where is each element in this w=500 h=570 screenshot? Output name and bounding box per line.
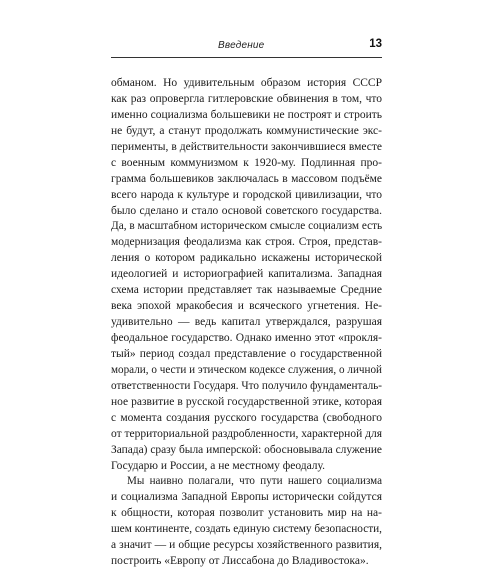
text-line: Запада) сразу была имперской: обосновывала служение	[111, 443, 382, 456]
text-line: идеологией и историографией капитализма. Западная	[111, 268, 382, 281]
text-line: с военным коммунизмом к 1920-му. Подлинная про-	[111, 156, 382, 169]
text-line: века эпохой мракобесия и всяческого угнетения. Не-	[111, 300, 382, 313]
running-head	[111, 38, 382, 54]
text-line: с момента создания русского государства (свободного	[111, 411, 382, 424]
text-line: а значит — и общие ресурсы хозяйственного развития,	[111, 539, 382, 552]
text-line: к общности, которая позволит установить мир на на-	[111, 507, 382, 520]
text-line: построить «Европу от Лиссабона до Владивостока».	[111, 555, 369, 568]
text-line: ления о котором радикально искажены исторической	[111, 252, 382, 265]
header-rule	[111, 57, 382, 58]
paragraph-first-line: Мы наивно полагали, что пути нашего социализма	[127, 475, 382, 488]
text-line: не будут, а станут продолжать коммунистические экс-	[111, 124, 382, 137]
text-line: и социализма Западной Европы исторически сойдутся	[111, 491, 382, 504]
text-line: всего народа к культуре и городской цивилизации, что	[111, 188, 382, 201]
text-line: от территориальной раздробленности, характерной для	[111, 427, 382, 440]
text-line: морали, о чести и этическом кодексе служения, о личной	[111, 363, 382, 376]
text-line: ответственности Государя. Что получило фундаменталь-	[111, 379, 382, 392]
text-line: обманом. Но удивительным образом история СССР	[111, 77, 382, 89]
text-line: феодальное государство. Однако именно этот «прокля-	[111, 332, 382, 344]
text-line: именно социализма большевики не построят и строить	[111, 108, 382, 121]
text-line: модернизация феодализма как строя. Строя, представ-	[111, 236, 382, 249]
section-title: Введение	[218, 40, 265, 51]
text-line: как раз опровергла гитлеровские обвинения в том, что	[111, 92, 382, 105]
text-line: тый» период создал представление о государственной	[111, 347, 382, 360]
text-line: Да, в масштабном историческом смысле социализм есть	[111, 220, 383, 233]
page-number: 13	[369, 38, 382, 50]
text-line: перименты, в действительности закончившиеся вместе	[111, 140, 382, 153]
body-text	[111, 76, 382, 570]
text-line: Государю и России, а не местному феодалу.	[111, 459, 326, 472]
text-line: было сделано и стало основой советского государства.	[111, 204, 382, 217]
text-line: шем континенте, создать единую систему безопасности,	[111, 523, 382, 536]
text-line: грамма большевиков заключалась в массовом подъёме	[111, 172, 382, 185]
text-line: схема истории представляет так называемые Средние	[111, 284, 382, 297]
text-line: ное развитие в русской государственной этике, которая	[111, 395, 382, 408]
text-line: удивительно — ведь капитал утверждался, разрушая	[111, 316, 382, 329]
